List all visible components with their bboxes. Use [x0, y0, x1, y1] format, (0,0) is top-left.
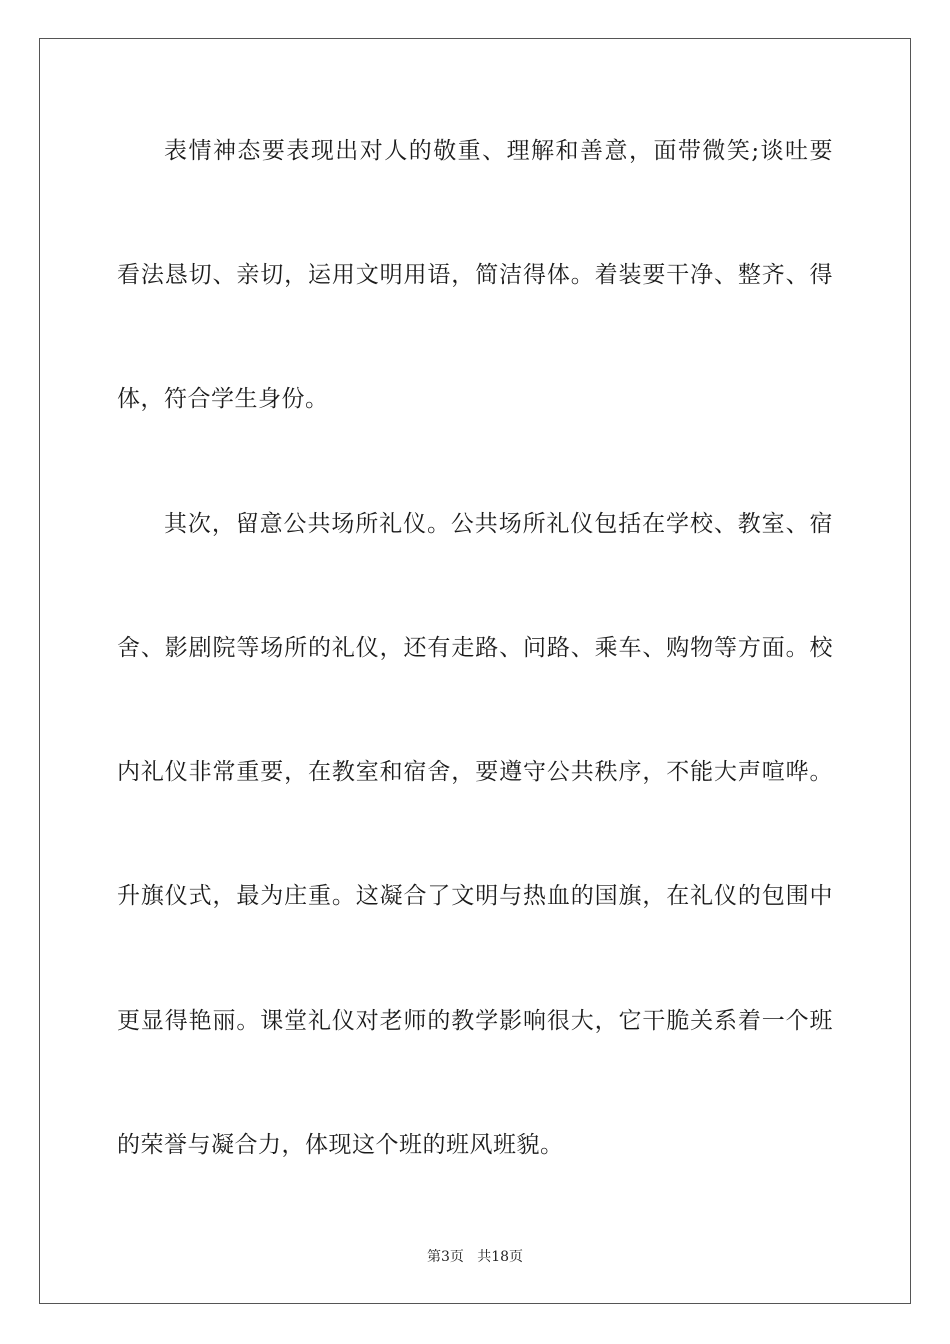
paragraph-2-line-4: 升旗仪式，最为庄重。这凝合了文明与热血的国旗，在礼仪的包围中 — [117, 883, 833, 909]
paragraph-2-line-2: 舍、影剧院等场所的礼仪，还有走路、问路、乘车、购物等方面。校 — [117, 635, 833, 661]
paragraph-2-line-6: 的荣誉与凝合力，体现这个班的班风班貌。 — [117, 1132, 564, 1158]
paragraph-1-line-1: 表情神态要表现出对人的敬重、理解和善意，面带微笑;谈吐要 — [164, 138, 833, 164]
page-number-footer: 第3页 共18页 — [426, 1249, 524, 1265]
page-border — [39, 38, 911, 1304]
paragraph-1-line-3: 体，符合学生身份。 — [117, 386, 329, 412]
paragraph-2-line-1: 其次，留意公共场所礼仪。公共场所礼仪包括在学校、教室、宿 — [164, 511, 833, 537]
paragraph-2-line-3: 内礼仪非常重要，在教室和宿舍，要遵守公共秩序，不能大声喧哗。 — [117, 759, 833, 785]
paragraph-1-line-2: 看法恳切、亲切，运用文明用语，简洁得体。着装要干净、整齐、得 — [117, 262, 833, 288]
paragraph-2-line-5: 更显得艳丽。课堂礼仪对老师的教学影响很大，它干脆关系着一个班 — [117, 1008, 833, 1034]
